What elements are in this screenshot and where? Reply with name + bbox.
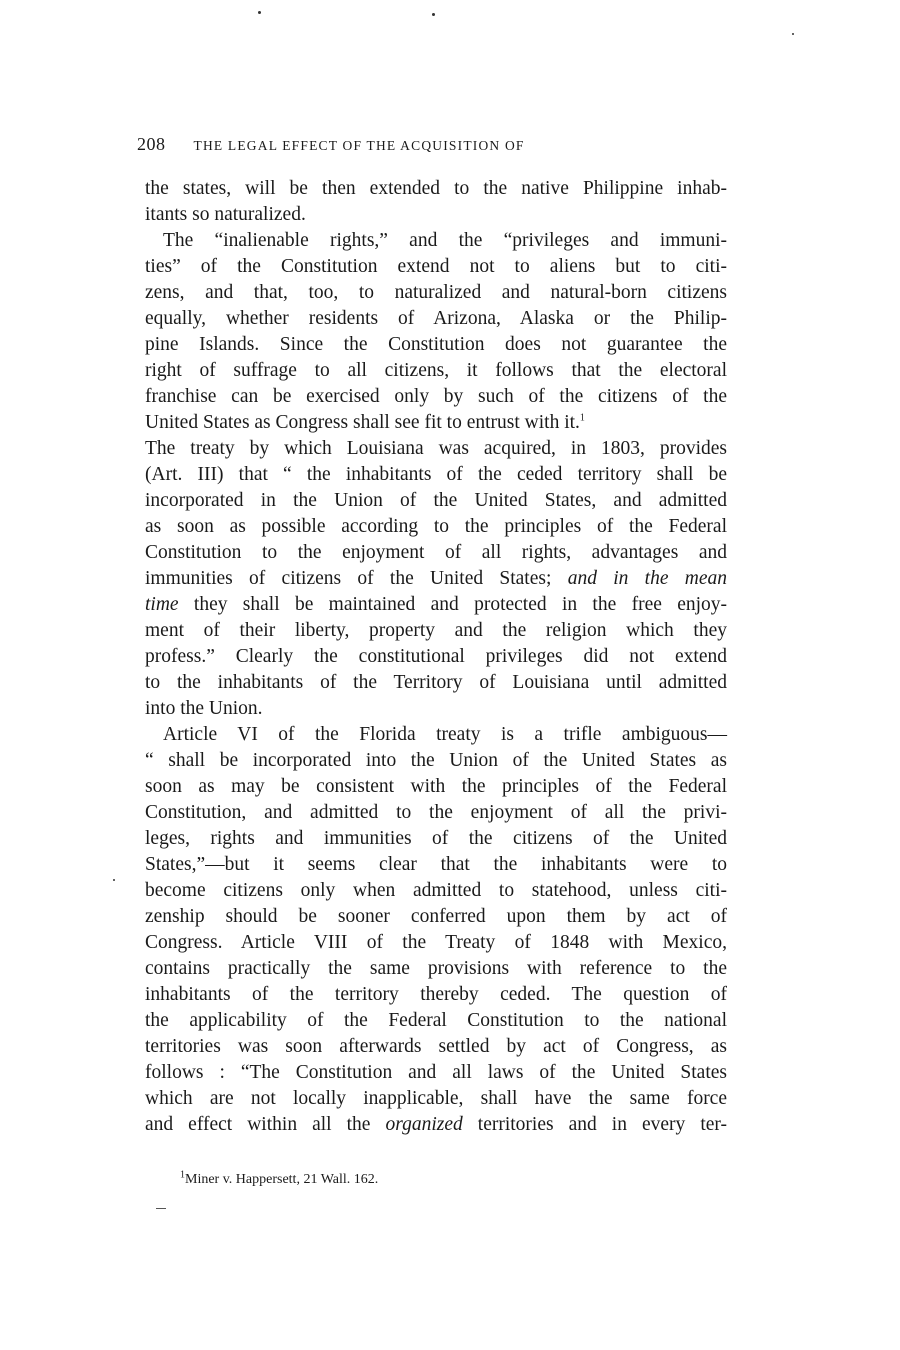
text-line: zens, and that, too, to naturalized and natural-born citizens bbox=[145, 282, 727, 303]
scan-speck bbox=[432, 13, 435, 16]
text-line: Article VI of the Florida treaty is a trifle ambiguous— bbox=[163, 724, 727, 745]
scan-speck bbox=[792, 33, 794, 35]
footnote bbox=[180, 1169, 379, 1188]
text-segment: United States as Congress shall see fit to entrust with it. bbox=[145, 412, 580, 433]
text-line: the applicability of the Federal Constitution to the national bbox=[145, 1010, 727, 1031]
text-line: franchise can be exercised only by such of the citizens of the bbox=[145, 386, 727, 407]
text-line-with-footnote bbox=[145, 410, 727, 436]
text-line: follows : “The Constitution and all laws of the United States bbox=[145, 1062, 727, 1083]
italic-phrase: time bbox=[145, 594, 179, 615]
text-line: The “inalienable rights,” and the “privileges and immuni- bbox=[163, 230, 727, 251]
footnote-text: Miner v. Happersett, 21 Wall. 162. bbox=[185, 1172, 379, 1187]
scan-speck bbox=[113, 879, 115, 881]
text-line: zenship should be sooner conferred upon them by act of bbox=[145, 906, 727, 927]
running-head bbox=[137, 134, 727, 155]
scan-speck bbox=[258, 11, 261, 14]
text-line: equally, whether residents of Arizona, Alaska or the Philip- bbox=[145, 308, 727, 329]
text-segment: they shall be maintained and protected in the free enjoy- bbox=[193, 594, 728, 615]
text-line: to the inhabitants of the Territory of Louisiana until admitted bbox=[145, 672, 727, 693]
text-segment: territories and in every ter- bbox=[477, 1114, 727, 1135]
text-line: States,”—but it seems clear that the inhabitants were to bbox=[145, 854, 727, 875]
text-line: become citizens only when admitted to statehood, unless citi- bbox=[145, 880, 727, 901]
page-number: 208 bbox=[137, 134, 166, 154]
text-line: soon as may be consistent with the principles of the Federal bbox=[145, 776, 727, 797]
text-line: pine Islands. Since the Constitution does not guarantee the bbox=[145, 334, 727, 355]
text-line: Constitution to the enjoyment of all rights, advantages and bbox=[145, 542, 727, 563]
italic-phrase: and in the mean bbox=[567, 568, 728, 589]
text-line: the states, will be then extended to the native Philippine inhab- bbox=[145, 178, 727, 199]
text-line: profess.” Clearly the constitutional privileges did not extend bbox=[145, 646, 727, 667]
footnote-marker: 1 bbox=[180, 1169, 185, 1181]
text-line: Constitution, and admitted to the enjoyment of all the privi- bbox=[145, 802, 727, 823]
text-line: incorporated in the Union of the United States, and admitted bbox=[145, 490, 727, 511]
text-line: itants so naturalized. bbox=[145, 204, 306, 225]
text-line: ties” of the Constitution extend not to aliens but to citi- bbox=[145, 256, 727, 277]
text-line: leges, rights and immunities of the citizens of the United bbox=[145, 828, 727, 849]
text-line: The treaty by which Louisiana was acquired, in 1803, provides bbox=[145, 438, 727, 459]
text-line-with-italic bbox=[145, 566, 727, 592]
text-line: contains practically the same provisions with reference to the bbox=[145, 958, 727, 979]
text-line: which are not locally inapplicable, shall have the same force bbox=[145, 1088, 727, 1109]
body-text bbox=[145, 176, 727, 1138]
text-segment: and effect within all the bbox=[145, 1114, 371, 1135]
text-line: ment of their liberty, property and the religion which they bbox=[145, 620, 727, 641]
italic-word: organized bbox=[385, 1114, 463, 1135]
text-line: as soon as possible according to the principles of the Federal bbox=[145, 516, 727, 537]
text-line-with-italic bbox=[145, 1112, 727, 1138]
scan-mark bbox=[156, 1208, 166, 1209]
footnote-reference: 1 bbox=[579, 412, 585, 424]
text-line: into the Union. bbox=[145, 698, 263, 719]
text-line: “ shall be incorporated into the Union of the United States as bbox=[145, 750, 727, 771]
text-line: (Art. III) that “ the inhabitants of the ceded territory shall be bbox=[145, 464, 727, 485]
text-line: Congress. Article VIII of the Treaty of 1848 with Mexico, bbox=[145, 932, 727, 953]
text-line-with-italic bbox=[145, 592, 727, 618]
text-line: territories was soon afterwards settled by act of Congress, as bbox=[145, 1036, 727, 1057]
text-segment: immunities of citizens of the United States; bbox=[145, 568, 552, 589]
text-line: right of suffrage to all citizens, it follows that the electoral bbox=[145, 360, 727, 381]
running-title: THE LEGAL EFFECT OF THE ACQUISITION OF bbox=[193, 138, 525, 153]
text-line: inhabitants of the territory thereby ceded. The question of bbox=[145, 984, 727, 1005]
